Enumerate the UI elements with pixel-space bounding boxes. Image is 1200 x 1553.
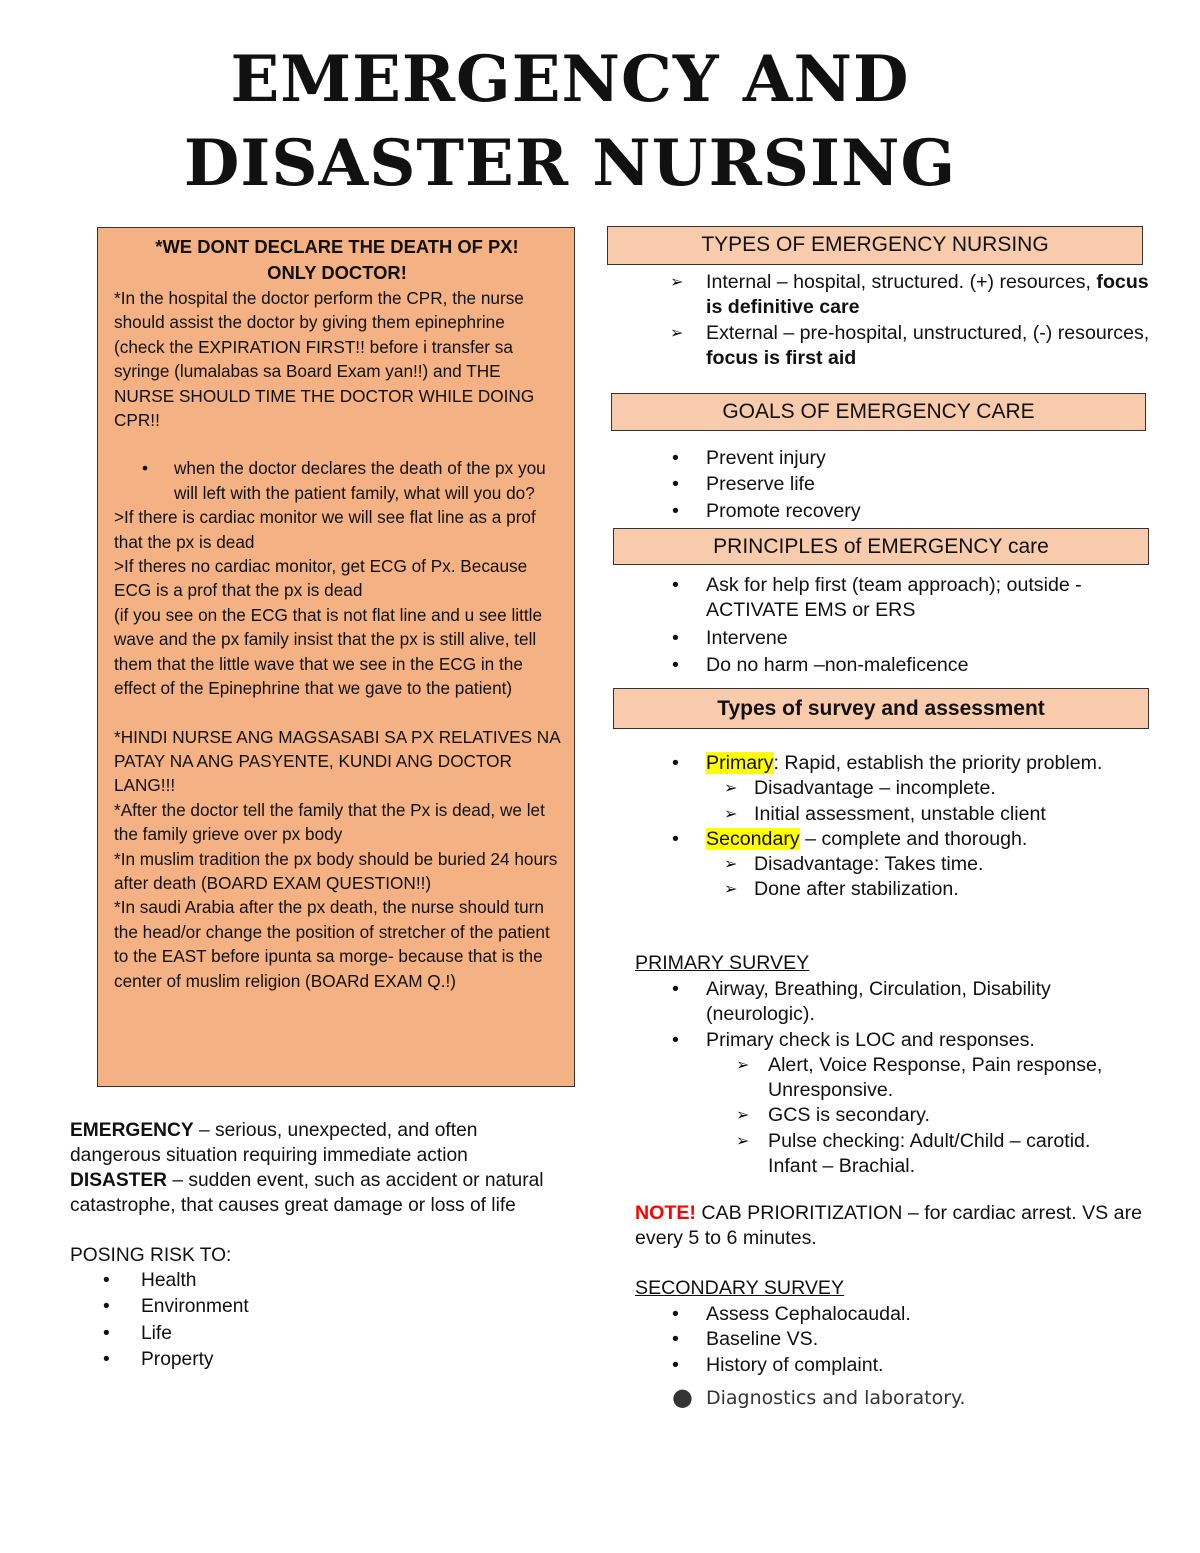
disaster-term: DISASTER	[70, 1170, 168, 1191]
list-item-text: Environment	[141, 1296, 249, 1318]
secondary-survey-section	[635, 1276, 1135, 1301]
list-item	[668, 573, 1168, 624]
list-item	[668, 802, 1168, 827]
arrowhead-icon: ➢	[724, 856, 738, 874]
document-title-line1: EMERGENCY AND	[230, 42, 910, 117]
death-declaration-note-box	[97, 227, 575, 1087]
list-item	[668, 321, 1168, 372]
list-item-text: Done after stabilization.	[754, 878, 959, 901]
emergency-text: – serious, unexpected, and often dangerous situation requiring immediate action	[70, 1120, 478, 1166]
list-item-text: – complete and thorough.	[799, 827, 1028, 850]
note-heading-2: ONLY DOCTOR!	[267, 262, 407, 283]
bullet-icon: •	[103, 1296, 110, 1318]
bullet-icon: •	[672, 978, 679, 1000]
note-section	[635, 1201, 1155, 1252]
list-item-text: Ask for help first (team approach); outside - ACTIVATE EMS or ERS	[706, 574, 1082, 622]
primary-survey-section	[635, 951, 1135, 976]
note-paragraph-grieve: *After the doctor tell the family that the Px is dead, we let the family grieve over px body	[114, 799, 545, 845]
arrowhead-icon: ➢	[724, 881, 738, 899]
bullet-icon: •	[672, 1328, 679, 1351]
bullet-icon: •	[672, 1028, 679, 1051]
goals-list	[668, 445, 1168, 524]
list-item	[668, 877, 1168, 902]
bullet-icon: •	[672, 499, 679, 522]
list-item-text: Pulse checking: Adult/Child – carotid. Infant – Brachial.	[768, 1129, 1091, 1178]
list-item-text: Assess Cephalocaudal.	[706, 1303, 911, 1325]
primary-survey-list	[668, 977, 1138, 1179]
list-item	[668, 827, 1168, 852]
document-title-line2: DISASTER NURSING	[183, 126, 957, 201]
list-item	[668, 751, 1168, 776]
note-paragraph-hindi: *HINDI NURSE ANG MAGSASABI SA PX RELATIVES NA PATAY NA ANG PASYENTE, KUNDI ANG DOCTOR LANG!!!	[114, 726, 560, 796]
list-item	[668, 653, 1168, 678]
goals-header: GOALS OF EMERGENCY CARE	[611, 393, 1146, 431]
note-paragraph-ecg: >If theres no cardiac monitor, get ECG of Px. Because ECG is a prof that the px is dead	[114, 556, 528, 601]
list-item-text: Airway, Breathing, Circulation, Disability (neurologic).	[706, 978, 1051, 1026]
list-item	[668, 977, 1138, 1028]
arrowhead-icon: ➢	[736, 1107, 750, 1125]
survey-types-list	[668, 751, 1168, 903]
principles-header: PRINCIPLES of EMERGENCY care	[613, 528, 1149, 565]
bullet-icon: •	[142, 458, 149, 479]
list-item-text: Property	[141, 1348, 214, 1370]
list-item	[668, 1353, 1168, 1378]
bullet-icon: •	[672, 752, 679, 774]
list-item-text: Internal – hospital, structured. (+) resources,	[706, 271, 1097, 293]
arrowhead-icon: ➢	[724, 780, 738, 798]
list-item	[142, 456, 560, 505]
list-item	[668, 445, 1168, 471]
note-paragraph-monitor: >If there is cardiac monitor we will see flat line as a prof that the px is dead	[114, 507, 536, 552]
types-of-emergency-list	[668, 270, 1168, 371]
disaster-text: – sudden event, such as accident or natural catastrophe, that causes great damage or loss of life	[70, 1170, 544, 1216]
posing-risk-label: POSING RISK TO:	[70, 1245, 232, 1266]
bullet-icon: •	[672, 447, 679, 469]
note-paragraph-muslim: *In muslim tradition the px body should be buried 24 hours after death (BOARD EXAM QUESTION!!)	[114, 848, 558, 893]
definitions-section	[70, 1118, 570, 1373]
note-bullet-list	[114, 456, 560, 505]
primary-survey-heading: PRIMARY SURVEY	[635, 952, 810, 974]
list-item-text: Primary check is LOC and responses.	[706, 1028, 1035, 1051]
arrowhead-icon: ➢	[670, 274, 684, 291]
list-item-bold: focus is first aid	[706, 346, 857, 369]
list-item-text: Disadvantage – incomplete.	[754, 777, 996, 800]
bullet-icon: •	[103, 1322, 110, 1344]
list-item	[668, 1053, 1138, 1104]
types-of-emergency-header: TYPES OF EMERGENCY NURSING	[607, 226, 1143, 265]
bullet-icon: ●	[672, 1382, 693, 1411]
secondary-highlight: Secondary	[706, 827, 800, 850]
arrowhead-icon: ➢	[736, 1132, 750, 1150]
list-item-text: Disadvantage: Takes time.	[754, 853, 984, 876]
list-item-text: Intervene	[706, 626, 788, 649]
list-item-text: Initial assessment, unstable client	[754, 802, 1046, 825]
list-item-text: History of complaint.	[706, 1353, 884, 1376]
bullet-icon: •	[672, 473, 679, 496]
list-item-text: Alert, Voice Response, Pain response, Unresponsive.	[768, 1053, 1103, 1102]
list-item	[668, 1382, 1168, 1411]
list-item	[668, 1302, 1168, 1327]
secondary-survey-list	[668, 1302, 1168, 1411]
list-item	[668, 776, 1168, 801]
arrowhead-icon: ➢	[670, 324, 684, 342]
list-item	[668, 1103, 1138, 1128]
note-heading-1: *WE DONT DECLARE THE DEATH OF PX!	[155, 236, 519, 257]
list-item-text: Diagnostics and laboratory.	[706, 1386, 966, 1409]
list-item-text: when the doctor declares the death of the px you will left with the patient family, what will you do?	[174, 458, 546, 503]
list-item-text: Prevent injury	[706, 447, 826, 469]
list-item-text: Preserve life	[706, 473, 815, 496]
list-item	[668, 471, 1168, 497]
bullet-icon: •	[672, 1303, 679, 1325]
list-item	[70, 1294, 570, 1320]
bullet-icon: •	[103, 1270, 110, 1291]
survey-types-header: Types of survey and assessment	[613, 688, 1149, 729]
disaster-definition	[70, 1168, 570, 1218]
bullet-icon: •	[672, 827, 679, 850]
list-item	[668, 1327, 1168, 1352]
arrowhead-icon: ➢	[736, 1056, 750, 1074]
risk-list	[70, 1268, 570, 1373]
list-item	[668, 270, 1168, 321]
list-item-text: Health	[141, 1270, 197, 1291]
emergency-term: EMERGENCY	[70, 1120, 194, 1141]
list-item	[668, 1028, 1138, 1053]
bullet-icon: •	[672, 653, 679, 676]
list-item	[668, 1129, 1138, 1180]
list-item	[668, 852, 1168, 877]
list-item-text: : Rapid, establish the priority problem.	[773, 752, 1103, 774]
list-item-text: Do no harm –non-maleficence	[706, 653, 969, 676]
list-item-text: External – pre-hospital, unstructured, (-) resources,	[706, 321, 1150, 344]
list-item-text: Baseline VS.	[706, 1328, 819, 1351]
arrowhead-icon: ➢	[724, 805, 738, 823]
bullet-icon: •	[672, 1353, 679, 1376]
note-text: CAB PRIORITIZATION – for cardiac arrest. VS are every 5 to 6 minutes.	[635, 1202, 1142, 1250]
emergency-definition	[70, 1118, 570, 1168]
list-item-text: Promote recovery	[706, 499, 861, 522]
note-paragraph-saudi: *In saudi Arabia after the px death, the nurse should turn the head/or change the position of stretcher of the patient to the EAST before ipunta sa morge- because that is the center of muslim religion (BOARd EXAM Q.!)	[114, 897, 550, 991]
principles-list	[668, 573, 1168, 678]
list-item	[668, 626, 1168, 651]
primary-highlight: Primary	[706, 752, 774, 774]
note-label: NOTE!	[635, 1202, 696, 1224]
note-paragraph-wave: (if you see on the ECG that is not flat line and u see little wave and the px family insist that the px is still alive, tell them that the little wave that we see in the ECG in the effect of the Epinephrine that we gave to the patient)	[114, 604, 543, 699]
list-item-text: Life	[141, 1322, 172, 1344]
list-item	[668, 498, 1168, 524]
list-item-bold: focus is definitive care	[706, 271, 1149, 319]
list-item	[70, 1321, 570, 1347]
secondary-survey-heading: SECONDARY SURVEY	[635, 1277, 845, 1299]
bullet-icon: •	[672, 626, 679, 649]
bullet-icon: •	[103, 1348, 110, 1370]
note-paragraph-cpr: *In the hospital the doctor perform the CPR, the nurse should assist the doctor by giving them epinephrine (check the EXPIRATION FIRST!! before i transfer sa syringe (lumalabas sa Board Exam yan!!) and THE NURSE SHOULD TIME THE DOCTOR WHILE DOING CPR!!	[114, 288, 535, 431]
bullet-icon: •	[672, 574, 679, 596]
list-item-text: GCS is secondary.	[768, 1104, 930, 1127]
list-item	[70, 1268, 570, 1294]
list-item	[70, 1347, 570, 1373]
